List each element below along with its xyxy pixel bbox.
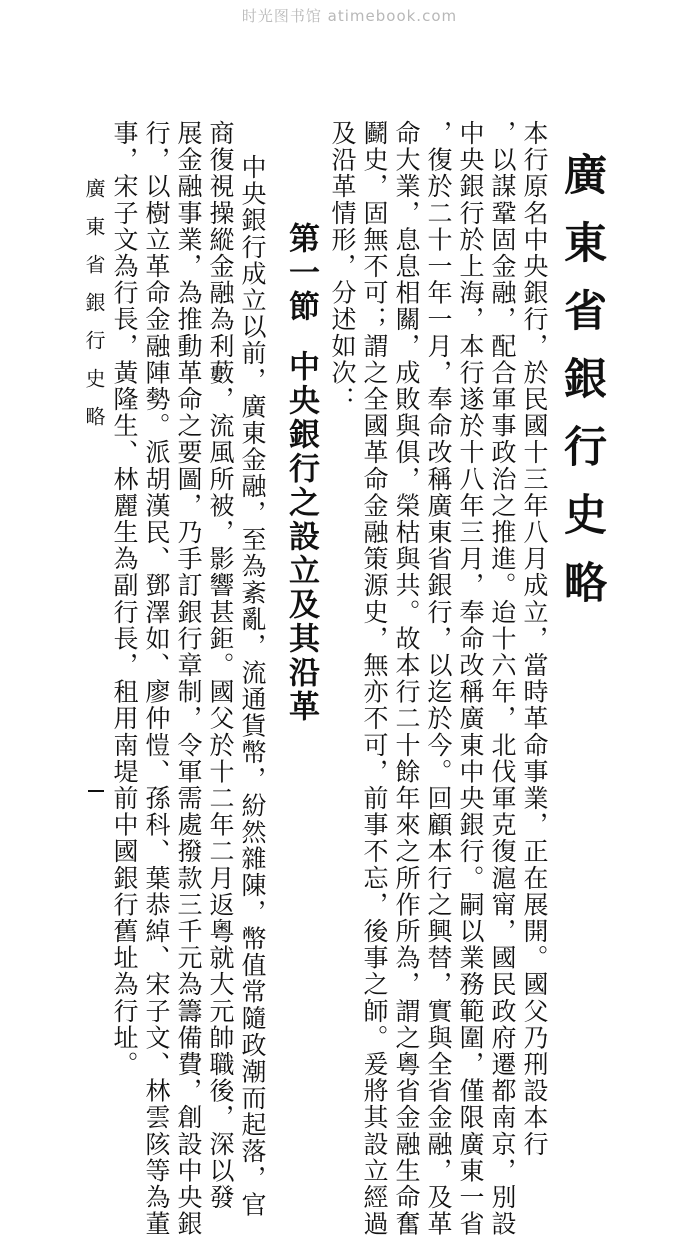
intro-column-4: ，復於二十一年一月，奉命改稱廣東省銀行，以迄於今。回顧本行之興替，實與全省金融，及革 [424, 120, 453, 1237]
section-column-5: 事，宋子文為行長，黃隆生、林麗生為副行長，租用南堤前中國銀行舊址為行址。 [110, 120, 139, 1078]
section-title: 中央銀行之設立及其沿革 [283, 350, 319, 724]
intro-column-6: 鬬史，固無不可；謂之全國革命金融策源史，無亦不可，前事不忘，後事之師。爰將其設立經過 [360, 120, 389, 1237]
section-column-2: 商復視操縱金融為利藪，流風所被，影響甚鉅。國父於十二年二月返粵就大元帥職後，深以發 [206, 120, 235, 1211]
running-head: 廣東省銀行史略 [82, 178, 106, 444]
intro-column-3: 中央銀行於上海，本行遂於十八年三月，奉命改稱廣東中央銀行。嗣以業務範圍，僅限廣東一省 [456, 120, 485, 1237]
intro-column-2: ，以謀鞏固金融，配合軍事政治之推進。迨十六年，北伐軍克復滬甯，國民政府遷都南京，別設 [488, 120, 517, 1237]
intro-column-7: 及沿革情形，分述如次： [328, 120, 357, 413]
intro-column-1: 本行原名中央銀行，於民國十三年八月成立，當時革命事業，正在展開。國父乃𠛬設本行 [520, 120, 549, 1158]
page-number [88, 790, 104, 792]
watermark: 时光图书馆 atimebook.com [241, 7, 458, 25]
book-title: 廣東省銀行史略 [557, 152, 607, 628]
section-column-1: 中央銀行成立以前，廣東金融，至為紊亂，流通貨幣，紛然雜陳，幣值常隨政潮而起落，官 [238, 154, 267, 1218]
section-number: 第一節 [283, 222, 319, 324]
section-heading [283, 222, 319, 724]
section-column-4: 行，以樹立革命金融陣勢。派胡漢民、鄧澤如、廖仲愷、孫科、葉恭綽、宋子文、林雲陔等為董 [142, 120, 171, 1237]
intro-column-5: 命大業，息息相關，成敗與俱，榮枯與共。故本行二十餘年來之所作所為，謂之粵省金融生命奮 [392, 120, 421, 1237]
section-column-3: 展金融事業，為推動革命之要圖，乃手訂銀行章制，令軍需處撥款三千元為籌備費，創設中央銀 [174, 120, 203, 1237]
